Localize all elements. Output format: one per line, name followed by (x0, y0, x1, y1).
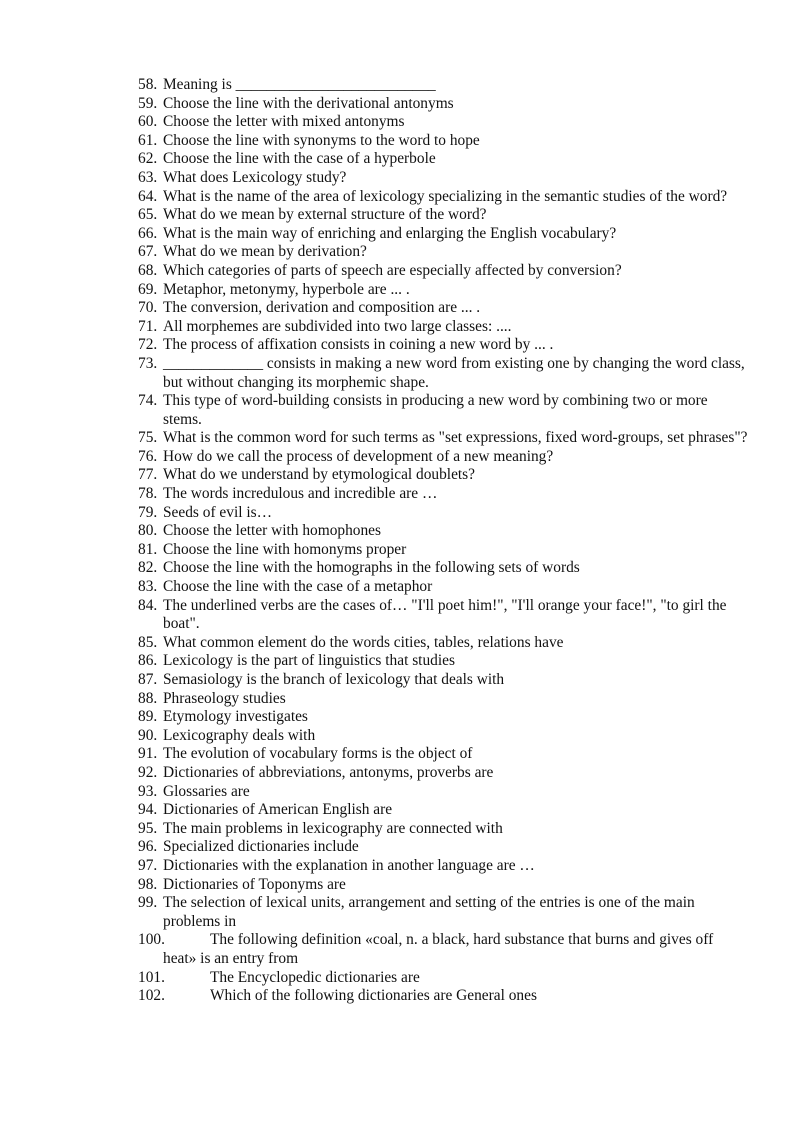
question-item (138, 504, 748, 523)
question-item (138, 132, 748, 151)
question-number: 74. (138, 392, 158, 410)
question-text: Specialized dictionaries include (163, 838, 359, 856)
question-number: 91. (138, 745, 158, 763)
question-item (138, 652, 748, 671)
question-text: The words incredulous and incredible are … (163, 485, 438, 503)
question-number: 100. (138, 931, 165, 949)
question-number: 83. (138, 578, 158, 596)
question-item (138, 597, 748, 634)
question-item (138, 801, 748, 820)
question-item (138, 876, 748, 895)
question-text: Dictionaries of abbreviations, antonyms, proverbs are (163, 763, 494, 781)
question-item (138, 931, 748, 968)
question-text: What does Lexicology study? (163, 168, 347, 186)
question-item (138, 169, 748, 188)
question-item (138, 578, 748, 597)
question-item (138, 281, 748, 300)
question-item (138, 522, 748, 541)
question-item (138, 708, 748, 727)
question-text: The Encyclopedic dictionaries are (210, 968, 420, 986)
question-number: 79. (138, 503, 158, 521)
question-number: 86. (138, 652, 158, 670)
question-item (138, 466, 748, 485)
question-text: What do we mean by derivation? (163, 243, 367, 261)
question-text: The underlined verbs are the cases of… "I'll poet him!", "I'll orange your face!", "to girl the boat". (163, 596, 727, 633)
question-number: 67. (138, 243, 158, 261)
question-number: 61. (138, 131, 158, 149)
question-text: What is the common word for such terms as "set expressions, fixed word-groups, set phrases"? (163, 429, 748, 447)
question-item (138, 671, 748, 690)
question-item (138, 838, 748, 857)
question-number: 81. (138, 540, 158, 558)
question-item (138, 336, 748, 355)
question-number: 70. (138, 299, 158, 317)
question-item (138, 355, 748, 392)
question-text: Lexicography deals with (163, 726, 316, 744)
question-text: This type of word-building consists in producing a new word by combining two or more stems. (163, 392, 708, 428)
question-item (138, 299, 748, 318)
question-text: Glossaries are (163, 782, 250, 800)
question-text: The conversion, derivation and composition are ... . (163, 299, 481, 317)
question-item (138, 690, 748, 709)
question-number: 87. (138, 671, 158, 688)
question-number: 59. (138, 94, 158, 112)
question-number: 99. (138, 894, 158, 912)
question-item (138, 225, 748, 244)
question-text: Choose the line with the case of a hyperbole (163, 150, 436, 168)
question-number: 93. (138, 782, 158, 800)
question-number: 88. (138, 689, 158, 707)
question-number: 77. (138, 466, 158, 484)
question-text: What common element do the words cities, tables, relations have (163, 633, 564, 651)
question-item (138, 987, 748, 1006)
question-item (138, 448, 748, 467)
question-number: 66. (138, 224, 158, 242)
question-item (138, 485, 748, 504)
question-text: Choose the line with synonyms to the word to hope (163, 131, 480, 149)
question-item (138, 727, 748, 746)
question-item (138, 318, 748, 337)
question-number: 98. (138, 875, 158, 893)
question-text: Choose the line with homonyms proper (163, 540, 407, 558)
question-item (138, 894, 748, 931)
question-item (138, 857, 748, 876)
question-number: 65. (138, 206, 158, 224)
question-item (138, 243, 748, 262)
question-item (138, 429, 748, 448)
question-number: 60. (138, 113, 158, 131)
question-text: Which categories of parts of speech are especially affected by conversion? (163, 261, 622, 279)
question-item (138, 150, 748, 169)
question-number: 101. (138, 968, 165, 986)
question-number: 75. (138, 429, 158, 447)
question-text: Which of the following dictionaries are General ones (210, 987, 537, 1005)
question-text: What is the name of the area of lexicology specializing in the semantic studies of the word? (163, 187, 728, 205)
question-number: 97. (138, 856, 158, 874)
question-item (138, 764, 748, 783)
question-text: Dictionaries with the explanation in another language are … (163, 856, 535, 874)
question-text: Choose the line with the derivational antonyms (163, 94, 454, 112)
question-number: 85. (138, 633, 158, 651)
question-text: Choose the line with the case of a metaphor (163, 578, 433, 596)
question-text: The following definition «coal, n. a black, hard substance that burns and gives off heat» is an entry from (163, 931, 714, 967)
question-number: 102. (138, 987, 165, 1005)
question-text: Lexicology is the part of linguistics that studies (163, 652, 455, 670)
question-item (138, 745, 748, 764)
question-text: What do we mean by external structure of the word? (163, 206, 487, 224)
question-number: 73. (138, 354, 158, 372)
question-number: 84. (138, 596, 158, 614)
question-text: How do we call the process of development of a new meaning? (163, 447, 554, 465)
question-text: The selection of lexical units, arrangement and setting of the entries is one of the main problems in (163, 894, 695, 930)
question-text: Choose the letter with homophones (163, 522, 382, 540)
question-number: 58. (138, 76, 158, 93)
question-text: The evolution of vocabulary forms is the object of (163, 745, 473, 763)
question-list (138, 76, 748, 1006)
question-number: 71. (138, 317, 158, 335)
question-number: 64. (138, 187, 158, 205)
question-item (138, 95, 748, 114)
question-number: 68. (138, 261, 158, 279)
question-text: Meaning is __________________________ (163, 76, 436, 93)
question-number: 62. (138, 150, 158, 168)
question-text: Etymology investigates (163, 708, 308, 726)
question-item (138, 820, 748, 839)
question-number: 96. (138, 838, 158, 856)
question-text: All morphemes are subdivided into two large classes: .... (163, 317, 512, 335)
question-number: 63. (138, 168, 158, 186)
question-number: 89. (138, 708, 158, 726)
question-number: 78. (138, 485, 158, 503)
question-item (138, 541, 748, 560)
question-item (138, 559, 748, 578)
question-text: Semasiology is the branch of lexicology that deals with (163, 671, 505, 688)
question-item (138, 188, 748, 207)
question-number: 92. (138, 763, 158, 781)
question-text: The main problems in lexicography are connected with (163, 819, 503, 837)
question-item (138, 206, 748, 225)
question-text: What do we understand by etymological doublets? (163, 466, 476, 484)
question-number: 80. (138, 522, 158, 540)
question-text: Dictionaries of American English are (163, 801, 393, 819)
question-number: 69. (138, 280, 158, 298)
question-number: 94. (138, 801, 158, 819)
question-item (138, 113, 748, 132)
question-item (138, 969, 748, 988)
question-item (138, 783, 748, 802)
question-text: Choose the line with the homographs in the following sets of words (163, 559, 580, 577)
question-item (138, 392, 748, 429)
question-number: 76. (138, 447, 158, 465)
question-text: What is the main way of enriching and enlarging the English vocabulary? (163, 224, 617, 242)
question-number: 72. (138, 336, 158, 354)
question-item (138, 76, 748, 95)
question-item (138, 262, 748, 281)
question-number: 82. (138, 559, 158, 577)
question-number: 95. (138, 819, 158, 837)
question-text: _____________ consists in making a new word from existing one by changing the word class, but without changing its morphemic shape. (163, 354, 745, 391)
question-item (138, 634, 748, 653)
question-text: Seeds of evil is… (163, 503, 273, 521)
question-text: Metaphor, metonymy, hyperbole are ... . (163, 280, 410, 298)
question-text: The process of affixation consists in coining a new word by ... . (163, 336, 554, 354)
question-number: 90. (138, 726, 158, 744)
question-text: Dictionaries of Toponyms are (163, 875, 346, 893)
question-text: Choose the letter with mixed antonyms (163, 113, 405, 131)
question-text: Phraseology studies (163, 689, 286, 707)
